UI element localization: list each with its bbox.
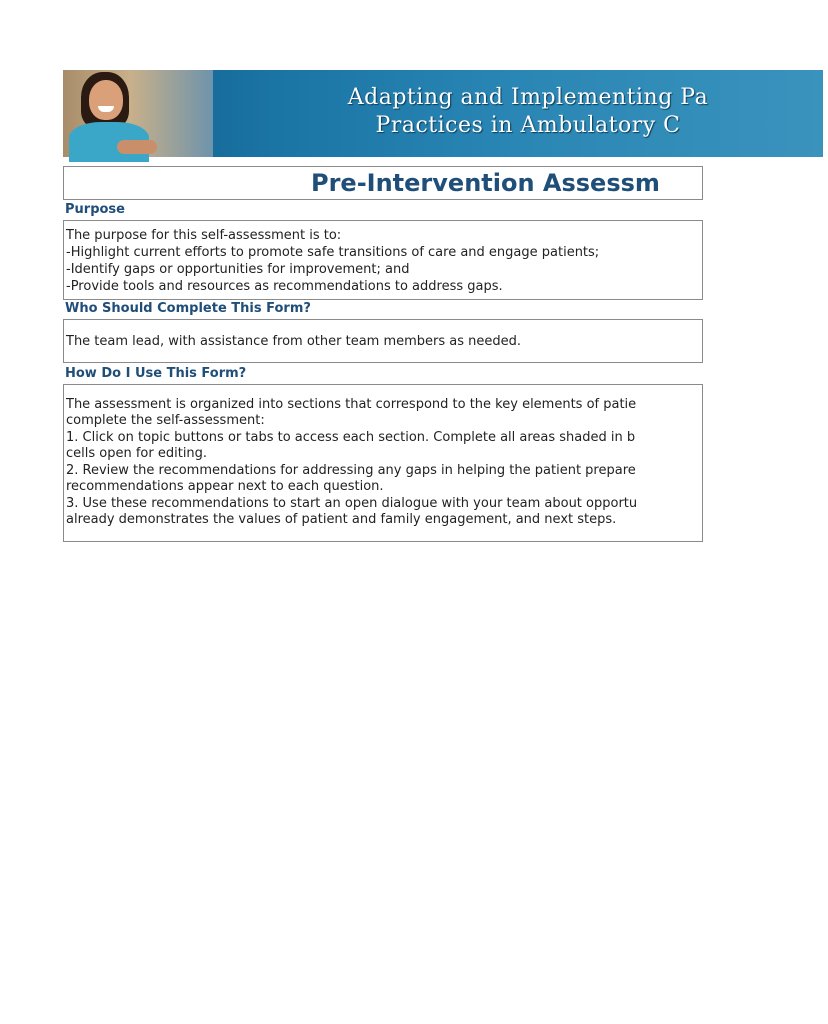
nurse-photo xyxy=(63,70,213,157)
purpose-heading: Purpose xyxy=(65,202,125,217)
how-line: already demonstrates the values of patient and family engagement, and next steps. xyxy=(66,512,617,527)
how-line: 1. Click on topic buttons or tabs to access each section. Complete all areas shaded in b xyxy=(66,430,636,445)
who-text: The team lead, with assistance from other team members as needed. xyxy=(66,334,522,349)
banner-title xyxy=(228,84,828,140)
assessment-sheet xyxy=(63,70,709,545)
banner-title-line1: Adapting and Implementing Pa xyxy=(347,85,709,110)
purpose-line: -Provide tools and resources as recommendations to address gaps. xyxy=(66,279,503,294)
banner-title-line2: Practices in Ambulatory C xyxy=(375,113,681,138)
purpose-line: -Identify gaps or opportunities for improvement; and xyxy=(66,262,410,277)
who-box xyxy=(63,319,703,363)
purpose-line: The purpose for this self-assessment is to: xyxy=(66,228,342,243)
purpose-line: -Highlight current efforts to promote safe transitions of care and engage patients; xyxy=(66,245,600,260)
how-line: complete the self-assessment: xyxy=(66,413,265,428)
purpose-box xyxy=(63,220,703,300)
how-box xyxy=(63,384,703,542)
title-box xyxy=(63,166,703,200)
how-line: The assessment is organized into sections that correspond to the key elements of patie xyxy=(66,397,637,412)
how-line: cells open for editing. xyxy=(66,446,208,461)
how-heading: How Do I Use This Form? xyxy=(65,366,247,381)
header-banner xyxy=(63,70,823,157)
page-title: Pre-Intervention Assessm xyxy=(311,169,660,197)
who-heading: Who Should Complete This Form? xyxy=(65,301,311,316)
how-line: 2. Review the recommendations for addressing any gaps in helping the patient prepare xyxy=(66,463,636,478)
how-line: recommendations appear next to each question. xyxy=(66,479,384,494)
how-line: 3. Use these recommendations to start an open dialogue with your team about opportu xyxy=(66,496,638,511)
